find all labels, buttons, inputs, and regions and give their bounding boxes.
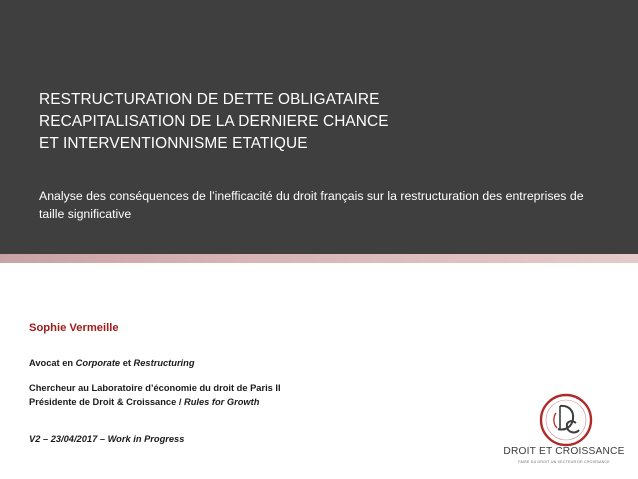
title-line-1: RESTRUCTURATION DE DETTE OBLIGATAIRE <box>39 91 380 108</box>
slide-title <box>39 89 599 155</box>
author-role <box>29 357 195 370</box>
author-affiliation: Chercheur au Laboratoire d’économie du droit de Paris II <box>29 383 281 393</box>
author-name: Sophie Vermeille <box>29 322 119 334</box>
logo-name: DROIT ET CROISSANCE <box>503 446 625 457</box>
logo-tagline: FAIRE DU DROIT UN VECTEUR DE CROISSANCE <box>518 460 610 464</box>
droit-et-croissance-logo <box>494 390 634 472</box>
title-line-2: RECAPITALISATION DE LA DERNIERE CHANCE <box>39 113 389 130</box>
version-label: V2 – 23/04/2017 – Work in Progress <box>29 434 185 444</box>
slide-subtitle: Analyse des conséquences de l’inefficacité du droit français sur la restructuration des entreprises de taille significative <box>39 189 584 221</box>
presidency-italic: Rules for Growth <box>184 397 260 407</box>
role-italic-1: Corporate <box>75 358 121 368</box>
presidency-prefix: Présidente de Droit & Croissance / <box>29 397 184 407</box>
role-middle: et <box>120 358 134 368</box>
role-italic-2: Restructuring <box>133 358 195 368</box>
role-prefix: Avocat en <box>29 358 76 368</box>
title-line-3: ET INTERVENTIONNISME ETATIQUE <box>39 135 308 152</box>
accent-bar <box>0 254 638 263</box>
logo-monogram-icon <box>538 392 594 448</box>
author-presidency <box>29 396 259 409</box>
